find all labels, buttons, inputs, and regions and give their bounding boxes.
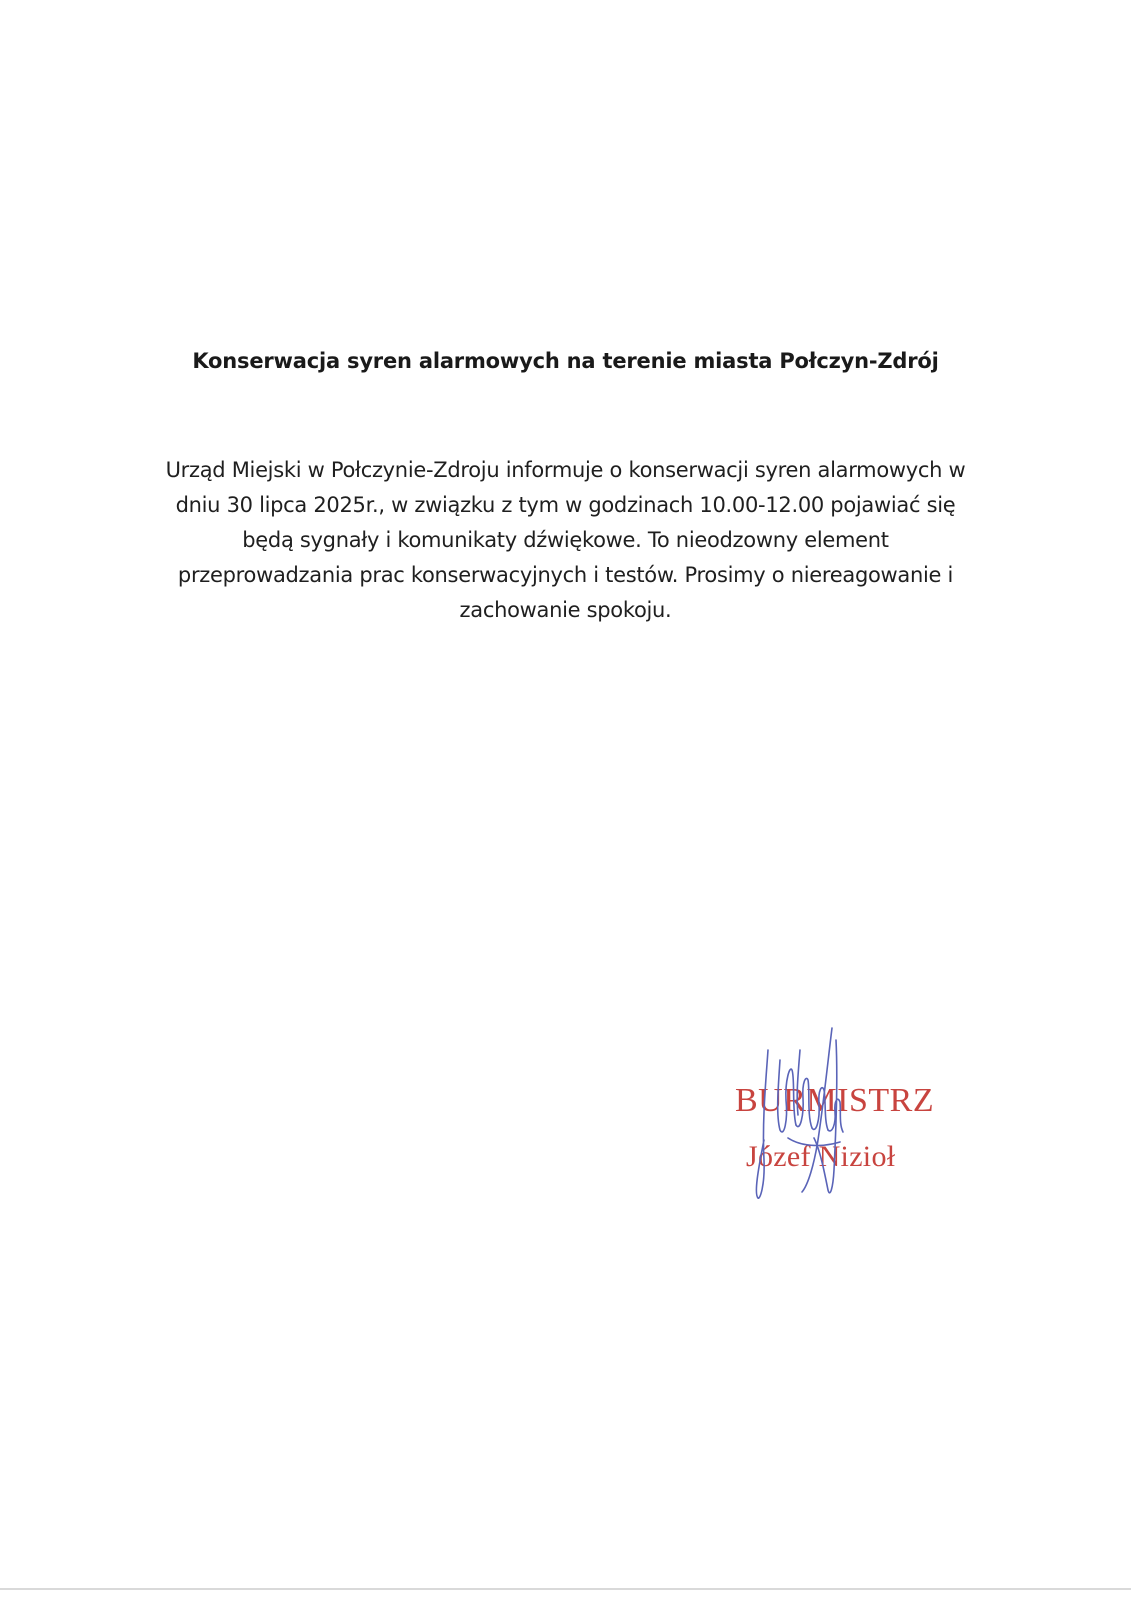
body-line: Urząd Miejski w Połczynie-Zdroju informuje o konserwacji syren alarmowych w bbox=[165, 458, 966, 482]
document-title: Konserwacja syren alarmowych na terenie miasta Połczyn-Zdrój bbox=[192, 349, 939, 373]
stamp-office: BURMISTRZ bbox=[735, 1082, 935, 1119]
handwritten-signature bbox=[740, 1020, 880, 1220]
body-line: dniu 30 lipca 2025r., w związku z tym w godzinach 10.00-12.00 pojawiać się bbox=[175, 493, 956, 517]
body-line: zachowanie spokoju. bbox=[459, 598, 672, 622]
scan-edge-line bbox=[0, 1588, 1131, 1590]
document-body bbox=[130, 453, 1001, 628]
body-line: będą sygnały i komunikaty dźwiękowe. To nieodzowny element bbox=[242, 528, 889, 552]
body-line: przeprowadzania prac konserwacyjnych i testów. Prosimy o niereagowanie i bbox=[177, 563, 954, 587]
stamp-person: Józef Nizioł bbox=[746, 1140, 896, 1173]
